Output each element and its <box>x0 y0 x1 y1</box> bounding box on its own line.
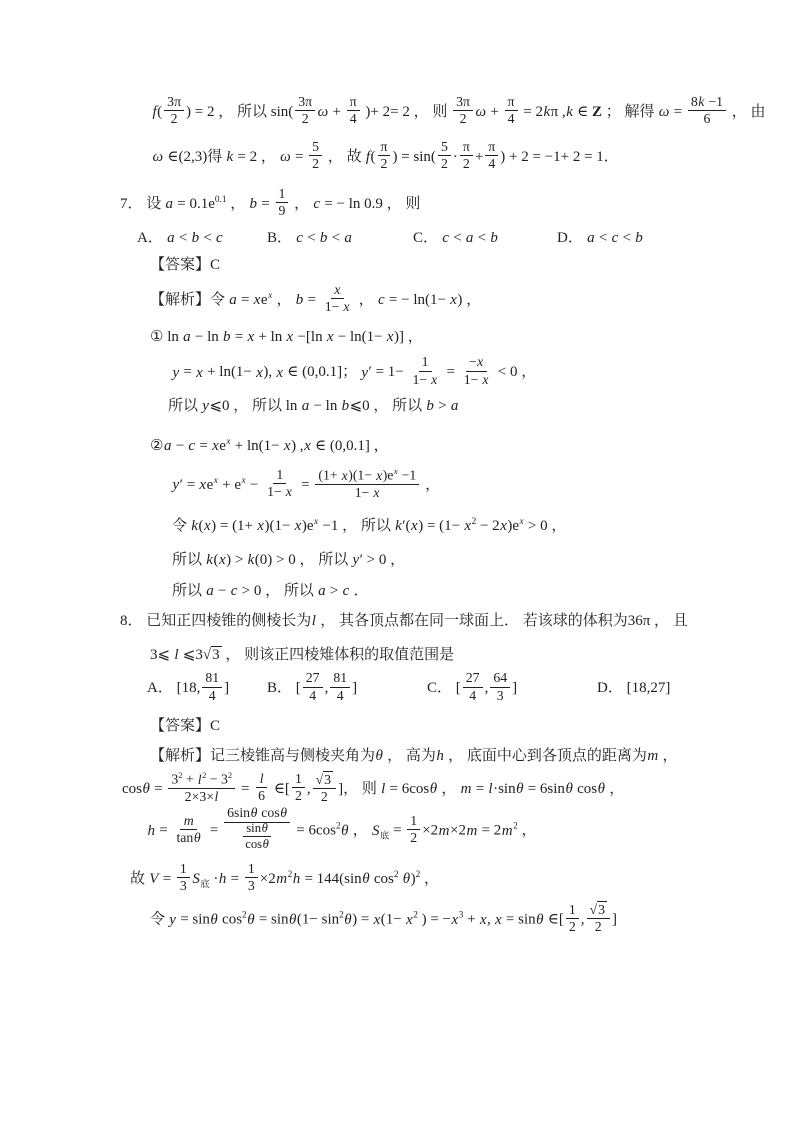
math-variable: m <box>460 781 472 798</box>
math-variable: ω <box>658 104 670 121</box>
math-variable: c <box>377 292 385 309</box>
math-variable: ω <box>475 104 487 121</box>
superscript: 2 <box>413 910 418 921</box>
step-1: ① ln a − ln b = x + ln x −[ln x − ln(1− x)] ， <box>150 328 423 345</box>
math-variable: a <box>301 397 310 414</box>
math-variable: x <box>212 437 219 454</box>
math-variable: x <box>479 911 487 928</box>
math-variable: x <box>519 516 524 527</box>
step-2: ②a − $c = xe^x + \ln(1- x)$ ,x ∈ (0,0.1] ， <box>150 436 389 454</box>
fraction: $\frac{-x}{1- x}$ <box>463 354 489 387</box>
analysis-8: 【解析】记三棱锥高与侧棱夹角为θ ， 高为h ， 底面中心到各顶点的距离为m ， <box>150 747 678 764</box>
math-variable: x <box>286 328 294 345</box>
math-variable: l <box>488 781 493 798</box>
option-C: C． c < a < b <box>413 229 498 246</box>
math-variable: x <box>494 911 502 928</box>
math-variable: m <box>183 812 194 828</box>
fraction: $\frac{64}{3}$ <box>490 670 510 704</box>
math-variable: y <box>361 364 369 381</box>
fraction: $\frac{\pi}{2}$ <box>460 139 473 173</box>
math-variable: x <box>406 911 413 928</box>
math-variable: l <box>259 771 264 787</box>
math-variable: x <box>218 552 226 569</box>
superscript: 2 <box>227 770 233 781</box>
superscript: 2 <box>471 516 477 527</box>
math-variable: x <box>203 517 211 534</box>
math-variable: x <box>411 517 418 534</box>
math-variable: x <box>313 516 319 527</box>
math-variable: θ <box>247 911 255 928</box>
step-1c: 所以 y⩽0 ， 所以 ln a − ln b⩽0 ， 所以 b > a <box>168 397 459 414</box>
answer-7: 【答案】C <box>150 257 221 274</box>
fraction: $\frac{l}{6}$ <box>258 771 266 804</box>
math-variable: c <box>342 583 350 600</box>
math-variable: m <box>647 747 659 764</box>
math-variable: a <box>183 328 191 345</box>
fraction: $\frac{81}{4}$ <box>202 670 222 704</box>
math-variable: θ <box>262 836 269 851</box>
math-variable: k <box>395 517 402 534</box>
fraction: $\frac{\pi}{4}$ <box>485 139 498 173</box>
math-variable: b <box>341 397 350 414</box>
math-variable: x <box>196 364 203 381</box>
fraction: $\frac{81}{4}$ <box>330 670 350 704</box>
step-2d: 所以 k(x) > k(0) > 0 ， 所以 y′ > 0 ， <box>172 552 406 569</box>
fraction: $\frac{8k -1}{6}$ <box>688 94 726 128</box>
fraction: $\frac{\pi}{4}$ <box>347 94 360 128</box>
fraction: $\frac{5}{2}$ <box>309 139 322 173</box>
fraction: $\frac{1}{9}$ <box>276 186 289 220</box>
superscript: 2 <box>287 869 293 880</box>
math-variable: x <box>226 436 231 447</box>
math-variable: x <box>373 911 381 928</box>
math-variable: x <box>283 437 291 454</box>
bold-symbol: Z <box>592 104 603 121</box>
math-variable: S <box>192 870 200 887</box>
step-2c: 令 $k(x) = (1+ x)(1- x)e^x -1$ ， 所以 $k'(x) = (1- x^2 - 2x)e^x > 0$ ， <box>172 516 567 534</box>
math-variable: ω <box>152 148 164 165</box>
math-variable: x <box>294 517 302 534</box>
fraction: $\frac{x}{1- x}$ <box>324 282 350 315</box>
question-7-options <box>137 228 734 250</box>
math-variable: l <box>381 781 386 798</box>
math-variable: x <box>482 371 489 387</box>
fraction: $\frac{1}{1- x}$ <box>267 467 292 500</box>
math-variable: k <box>566 104 573 121</box>
radical-sign: √ <box>202 646 212 663</box>
math-variable: a <box>344 229 352 246</box>
fraction: $\frac{\pi}{4}$ <box>505 94 518 128</box>
fraction: $\frac{3\pi}{2}$ <box>164 94 184 128</box>
math-variable: x <box>257 517 264 534</box>
math-variable: k <box>226 148 234 165</box>
math-variable: x <box>341 467 348 483</box>
question-8-options <box>147 672 734 706</box>
superscript: 2 <box>393 869 399 880</box>
math-variable: k <box>247 552 255 569</box>
superscript: 2 <box>178 770 183 781</box>
math-variable: θ <box>210 911 218 928</box>
sol6-line2: ω ∈(2,3)得 k = 2 ， ω = $\frac{5}{2}$ ， 故 f( $\frac{\pi}{2}$ ) = sin( $\frac{5}{2}$ · $\frac{\pi}{2}$ + $\frac{\pi}{4}$ ) + 2 = −1+ 2 = 1． <box>152 138 619 171</box>
subscript: 底 <box>200 879 210 890</box>
math-variable: b <box>223 328 231 345</box>
math-variable: l <box>197 771 202 787</box>
math-variable: ω <box>317 104 329 121</box>
math-variable: x <box>253 292 261 309</box>
fraction: $\frac{√3}{2}$ <box>313 771 336 806</box>
math-variable: x <box>450 292 457 309</box>
fraction: $\frac{1}{2}$ <box>566 902 579 936</box>
math-variable: x <box>373 485 380 501</box>
math-variable: k <box>206 552 213 569</box>
math-variable: k <box>698 94 705 109</box>
step-1b: y = x + ln(1− x), x ∈ (0,0.1]； y′ = 1− $\frac{1}{1- x}$ = $\frac{-x}{1- x}$ < 0 ， <box>172 354 537 387</box>
fraction: $\frac{27}{4}$ <box>463 670 483 704</box>
math-variable: θ <box>516 781 524 798</box>
math-variable: x <box>393 466 398 477</box>
step-2e: 所以 a − c > 0 ， 所以 a > c ． <box>172 583 369 600</box>
fraction: $\frac{3^2 + l^2 - 3^2}{2\times 3\times l}$ <box>168 770 235 805</box>
math-variable: x <box>285 484 292 500</box>
math-variable: θ <box>280 805 287 821</box>
math-variable: θ <box>344 911 352 928</box>
superscript: 2 <box>242 910 247 921</box>
math-variable: b <box>426 397 434 414</box>
math-variable: θ <box>429 781 438 798</box>
math-variable: ω <box>280 148 291 165</box>
math-variable: x <box>247 328 255 345</box>
fraction: $\frac{1}{2}$ <box>407 813 420 847</box>
math-variable: y <box>172 477 180 494</box>
question-7: 7． 设 $a = 0.1e^{0.1}$ ， b = $\frac{1}{9}$ ， c = − ln 0.9 ， 则 <box>120 186 421 219</box>
math-variable: S <box>372 822 380 839</box>
fraction: $\frac{3\pi}{2}$ <box>295 94 315 128</box>
math-variable: l <box>174 646 179 663</box>
fraction: $\frac{1}{1- x}$ <box>412 354 438 387</box>
subscript: 底 <box>380 831 390 842</box>
math-variable: y <box>352 552 360 569</box>
math-variable: b <box>490 229 498 246</box>
math-variable: x <box>451 911 459 928</box>
fraction: $\frac{√3}{2}$ <box>587 901 610 936</box>
sol8-v: 故 V = $\frac{1}{3}$ $S_底 \cdot h$ = $\frac{1}{3}$ $\times 2m^2h = 144(\sin\theta$ $\cos^2 \theta)^2$ ， <box>130 860 440 893</box>
square-root: √3 <box>315 771 332 787</box>
math-variable: k <box>543 104 551 121</box>
answer-8: 【答案】C <box>150 717 221 734</box>
math-variable: x <box>199 477 207 494</box>
math-variable: c <box>296 229 303 246</box>
fraction: $\frac{3\pi}{2}$ <box>453 94 473 128</box>
superscript: 2 <box>339 910 344 921</box>
fraction: $\frac{(1+ x)(1- x)e^x -1}{1- x}$ <box>315 466 419 501</box>
sol8-y: 令 y = sinθ $\cos^2\theta = \sin\theta(1- \sin^2\theta) = x(1- x^2$ ) = $-x^3 + x$, x = sinθ ∈[ $\frac{1}{2}$ , $\frac{√3}{2}$ ] <box>150 901 617 935</box>
fraction: $\frac{\pi}{2}$ <box>378 139 391 173</box>
superscript: 2 <box>513 821 518 832</box>
math-variable: c <box>230 583 238 600</box>
math-variable: b <box>635 229 643 246</box>
option-D: D． [18,27] <box>597 680 671 697</box>
math-variable: θ <box>289 911 297 928</box>
math-variable: h <box>292 870 301 887</box>
sol6-line1: f( $\frac{3\pi}{2}$ ) = 2 ， 所以 sin( $\frac{3\pi}{2}$ ω + $\frac{\pi}{4}$ )+ 2= 2 ， 则 $\frac{3\pi}{2}$ ω + $\frac{\pi}{4}$ = 2kπ ,k ∈ Z ； 解得 ω = $\frac{8k -1}{6}$ ， 由 <box>152 94 766 127</box>
math-variable: a <box>465 229 474 246</box>
radical-sign: √ <box>315 771 324 787</box>
math-variable: l <box>214 789 219 805</box>
math-variable: m <box>466 822 478 839</box>
math-variable: θ <box>250 805 258 821</box>
math-variable: y <box>169 911 176 928</box>
math-variable: θ <box>536 911 544 928</box>
math-variable: x <box>464 517 472 534</box>
math-variable: θ <box>402 870 411 887</box>
superscript: 2 <box>335 821 341 832</box>
math-variable: θ <box>142 781 150 798</box>
math-variable: h <box>147 822 155 839</box>
math-variable: h <box>436 747 444 764</box>
math-variable: b <box>249 196 258 213</box>
option-A: A． [18, $\frac{81}{4}$ ] <box>147 670 230 703</box>
math-variable: x <box>213 476 218 487</box>
math-variable: θ <box>362 870 370 887</box>
option-A: A． a < b < c <box>137 229 223 246</box>
math-variable: a <box>163 437 172 454</box>
option-B: B． c < b < a <box>267 229 352 246</box>
math-variable: y <box>202 397 209 414</box>
option-C: C． [ $\frac{27}{4}$ , $\frac{64}{3}$ ] <box>427 670 518 703</box>
fraction: $\frac{1}{3}$ <box>177 861 190 895</box>
option-D: D． a < c < b <box>557 229 643 246</box>
math-variable: y <box>172 364 180 381</box>
math-variable: k <box>191 517 198 534</box>
math-variable: θ <box>565 781 573 798</box>
fraction: $\frac{m}{\tan\theta}$ <box>176 812 201 846</box>
sol8-h: h = $\frac{m}{\tan\theta}$ = $\frac{\text{6sinθ cosθ}}{\frac{\sin\theta}{\cos\theta}}$ = $6\cos^2\theta$ ， $S_底$ = $\frac{1}{2}$ $\times 2m\times 2m = 2m^2$ ， <box>147 807 734 855</box>
math-variable: m <box>276 870 288 887</box>
question-8: 8． 已知正四棱锥的侧棱长为l ， 其各顶点都在同一球面上． 若该球的体积为36π ， 且 <box>120 612 688 629</box>
math-variable: a <box>587 229 595 246</box>
radical-sign: √ <box>589 902 598 918</box>
math-variable: c <box>313 196 321 213</box>
math-variable: c <box>611 229 619 246</box>
math-variable: m <box>438 822 450 839</box>
analysis-7: 【解析】令 $a = xe^x$ ， b = $\frac{x}{1- x}$ ， c = − ln(1− x) ， <box>150 282 482 315</box>
math-variable: f <box>152 104 157 121</box>
math-variable: θ <box>375 747 383 764</box>
option-B: B． [ $\frac{27}{4}$ , $\frac{81}{4}$ ] <box>267 670 358 703</box>
math-variable: θ <box>261 820 268 835</box>
math-variable: l <box>311 612 316 629</box>
fraction: $\frac{5}{2}$ <box>438 139 451 173</box>
math-variable: x <box>431 371 438 387</box>
math-variable: θ <box>193 830 201 846</box>
math-variable: x <box>276 364 283 381</box>
fraction: $\frac{\text{6sinθ cosθ}}{\frac{\sin\theta}{\cos\theta}}$ <box>224 805 290 853</box>
question-8-line2: 3⩽ l ⩽3√3 ， 则该正四棱雉体积的取值范围是 <box>150 646 455 663</box>
math-variable: x <box>326 328 334 345</box>
math-variable: c <box>188 437 196 454</box>
sol8-cos: cosθ = $\frac{3^2 + l^2 - 3^2}{2\times 3\times l}$ = $\frac{l}{6}$ ∈[ $\frac{1}{2}$ , $\frac{√3}{2}$ ]， 则 l = 6cosθ ， m = l·sinθ = 6sinθ cosθ ， <box>122 770 625 805</box>
math-variable: x <box>268 291 273 302</box>
math-variable: m <box>501 822 513 839</box>
math-variable: h <box>218 870 227 887</box>
math-variable: a <box>167 229 175 246</box>
math-variable: x <box>241 476 246 487</box>
math-variable: a <box>165 196 174 213</box>
math-variable: b <box>191 229 200 246</box>
math-variable: a <box>229 292 237 309</box>
math-variable: x <box>500 517 507 534</box>
math-variable: b <box>295 292 304 309</box>
fraction: $\frac{\sin\theta}{\cos\theta}$ <box>242 821 272 852</box>
superscript: 2 <box>202 770 207 781</box>
math-variable: c <box>442 229 449 246</box>
math-variable: x <box>376 467 383 483</box>
math-variable: f <box>365 148 370 165</box>
square-root: √3 <box>589 902 605 918</box>
math-variable: c <box>216 229 223 246</box>
superscript: 3 <box>458 910 464 921</box>
fraction: $\frac{27}{4}$ <box>303 670 323 704</box>
square-root: √3 <box>202 646 220 663</box>
math-variable: a <box>450 397 459 414</box>
math-variable: x <box>334 282 341 298</box>
step-2b: $y' = xe^x + e^x$ − $\frac{1}{1- x}$ = $\frac{(1+ x)(1- x)e^x -1}{1- x}$ ， <box>172 466 441 501</box>
math-variable: x <box>477 354 484 370</box>
superscript: 2 <box>415 869 421 880</box>
fraction: $\frac{1}{3}$ <box>245 861 258 895</box>
fraction: $\frac{1}{2}$ <box>292 771 305 805</box>
math-variable: θ <box>341 822 349 839</box>
math-variable: θ <box>597 781 605 798</box>
math-variable: a <box>318 583 326 600</box>
math-variable: V <box>149 870 159 887</box>
math-variable: a <box>206 583 214 600</box>
math-variable: x <box>343 299 350 315</box>
math-variable: x <box>386 328 394 345</box>
superscript: 0.1 <box>214 195 227 206</box>
math-variable: b <box>319 229 328 246</box>
math-variable: x <box>304 437 311 454</box>
math-variable: x <box>256 364 263 381</box>
